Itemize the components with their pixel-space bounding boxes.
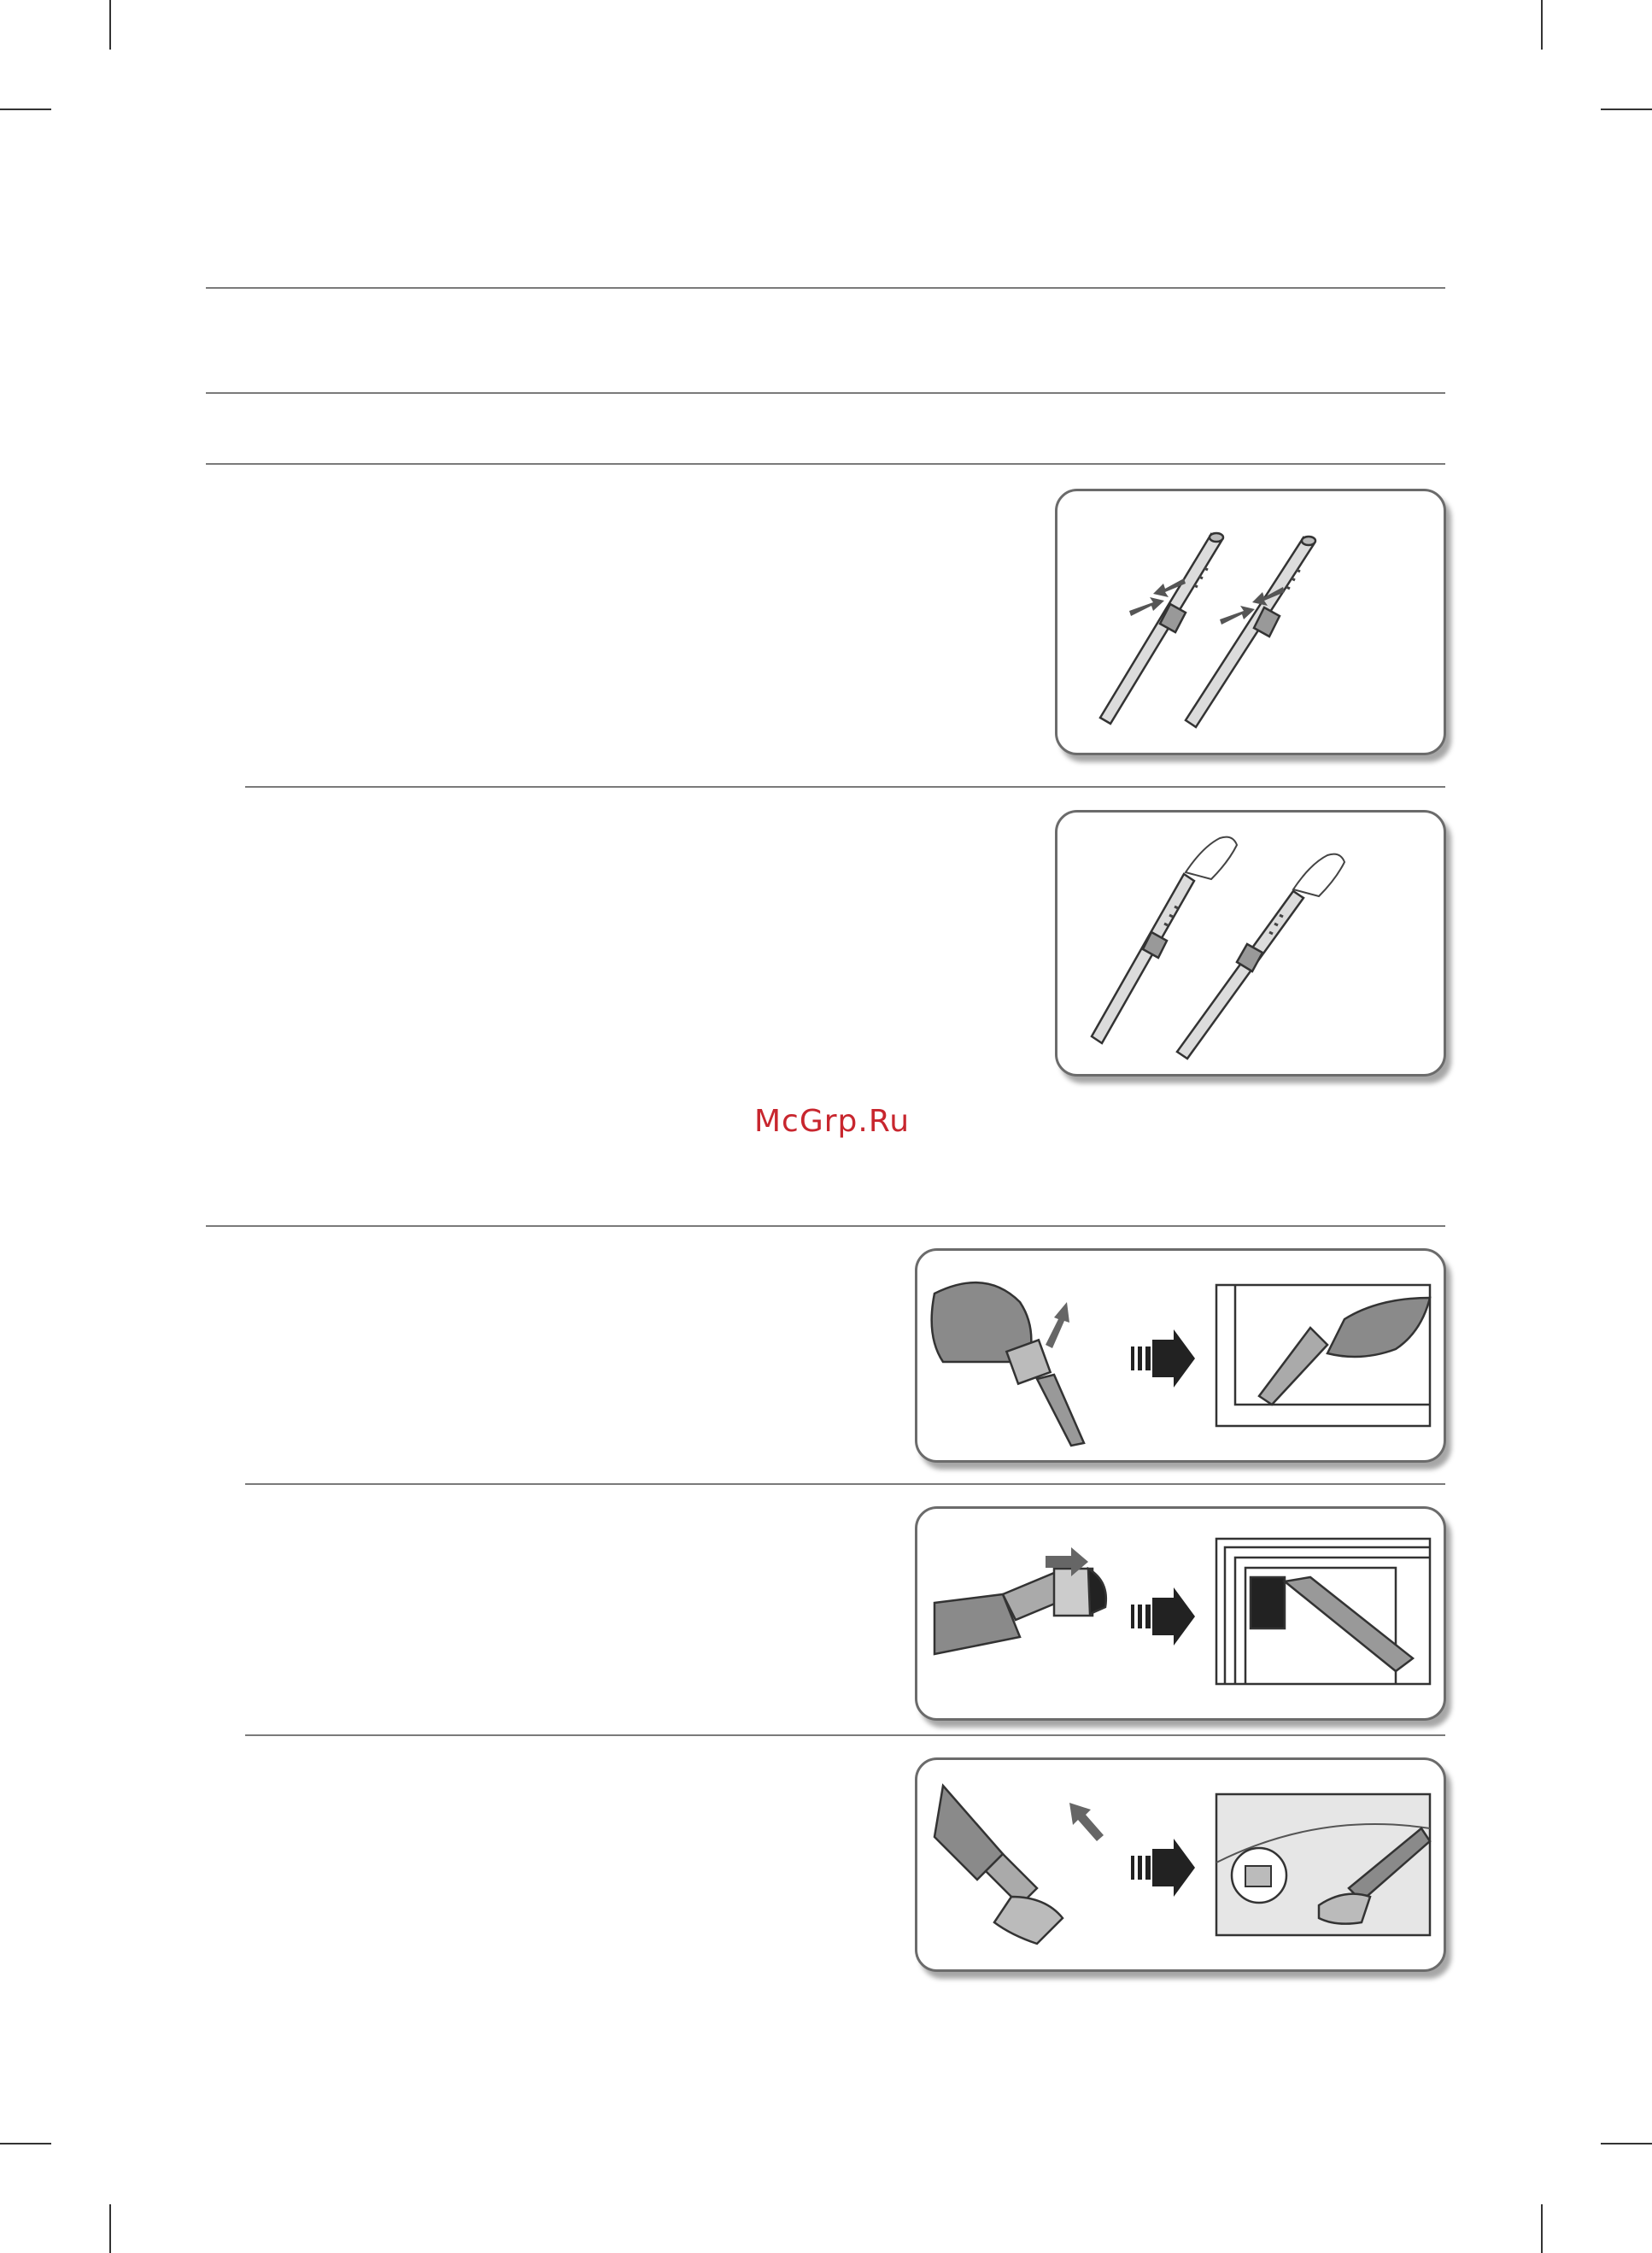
figure-crevice-tool-attach bbox=[915, 1248, 1446, 1463]
section-divider bbox=[206, 287, 1445, 289]
crop-mark bbox=[0, 109, 51, 110]
figure-telescopic-pipe-adjust bbox=[1055, 489, 1446, 755]
telescopic-pipe-illustration-icon bbox=[1057, 491, 1444, 753]
crop-mark bbox=[109, 0, 111, 50]
telescopic-pipe-hand-illustration-icon bbox=[1057, 813, 1444, 1074]
watermark: McGrp.Ru bbox=[753, 1104, 911, 1139]
crop-mark bbox=[1541, 2204, 1543, 2253]
crop-mark bbox=[1601, 2143, 1652, 2144]
subsection-divider bbox=[245, 1734, 1445, 1736]
dusting-brush-illustration-icon bbox=[917, 1509, 1444, 1718]
crop-mark bbox=[1541, 0, 1543, 50]
section-divider bbox=[206, 463, 1445, 465]
section-divider bbox=[206, 392, 1445, 394]
figure-dusting-brush-attach bbox=[915, 1506, 1446, 1721]
crop-mark bbox=[1601, 109, 1652, 110]
crop-mark bbox=[109, 2204, 111, 2253]
figure-upholstery-tool-attach bbox=[915, 1757, 1446, 1972]
upholstery-tool-illustration-icon bbox=[917, 1760, 1444, 1969]
figure-telescopic-pipe-extend bbox=[1055, 810, 1446, 1077]
crop-mark bbox=[0, 2143, 51, 2144]
subsection-divider bbox=[245, 1483, 1445, 1485]
crevice-tool-illustration-icon bbox=[917, 1251, 1444, 1460]
section-divider bbox=[206, 1225, 1445, 1227]
subsection-divider bbox=[245, 786, 1445, 788]
